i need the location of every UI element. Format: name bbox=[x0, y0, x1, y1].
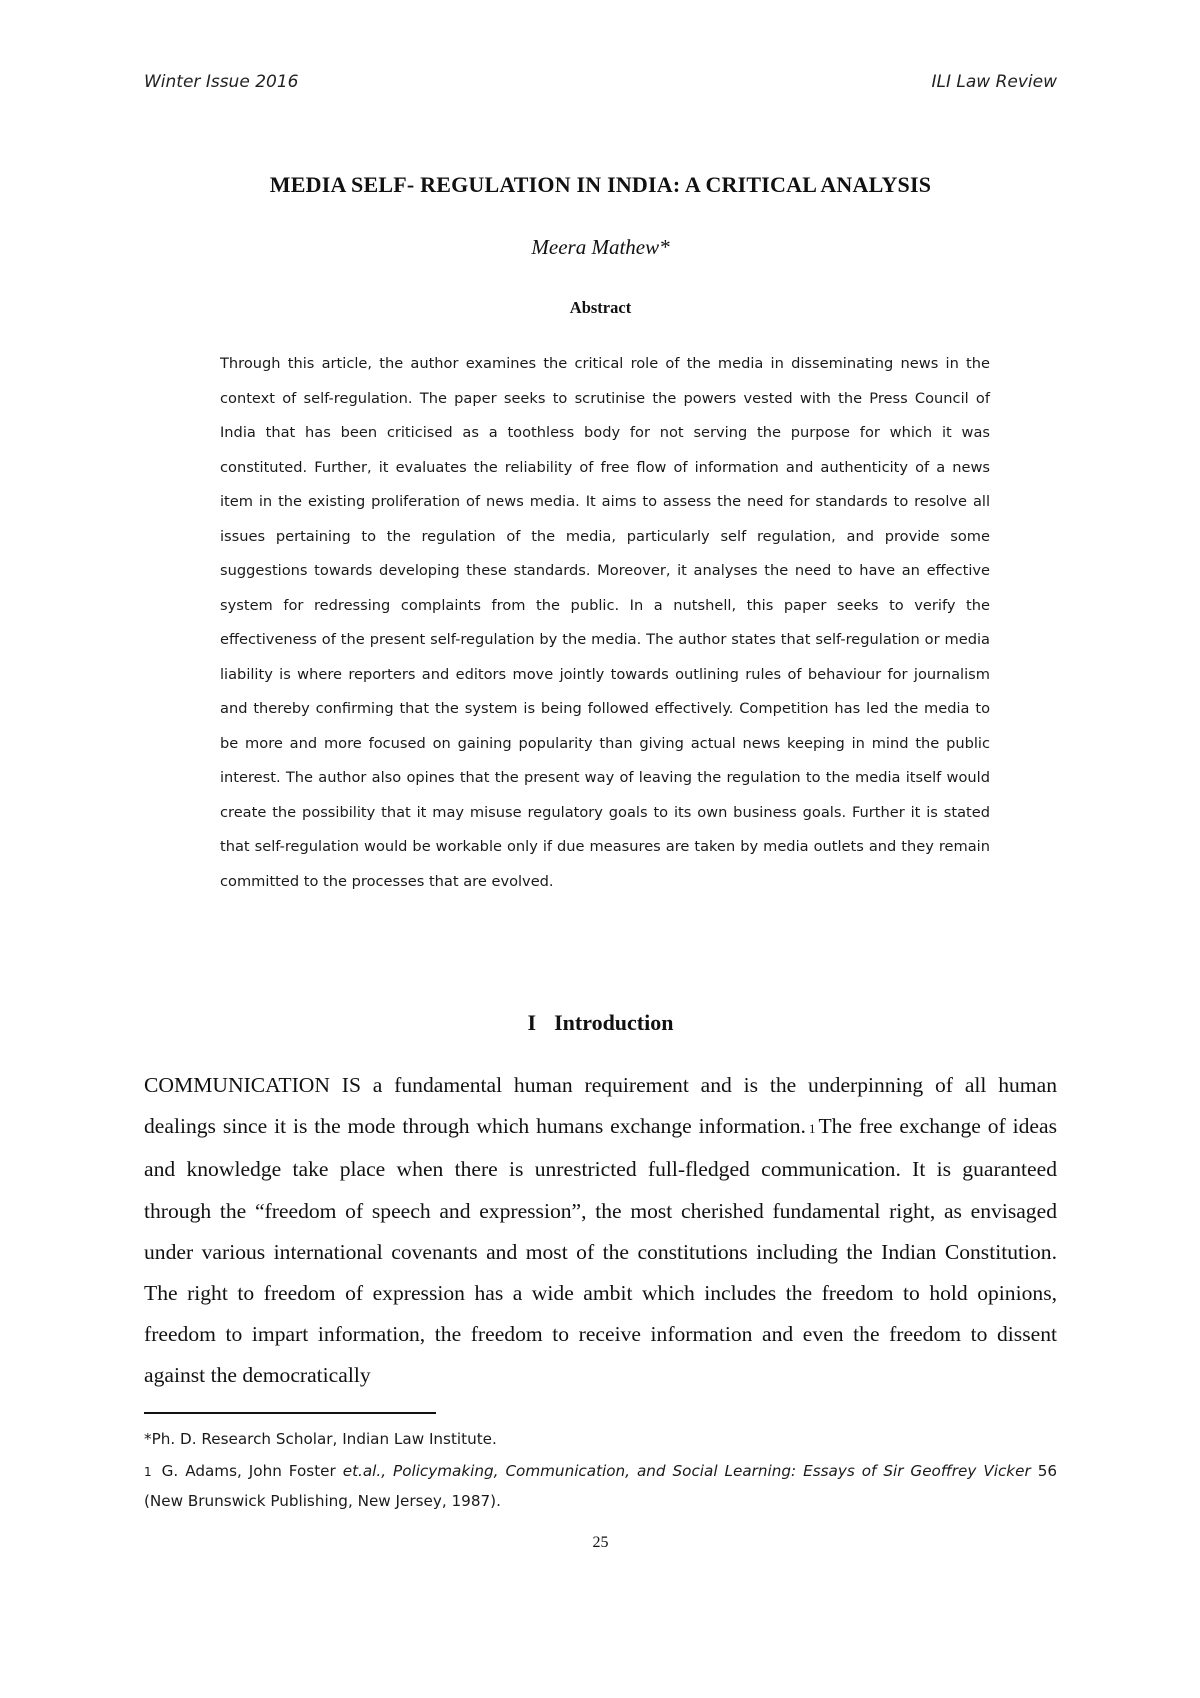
issue-label: Winter Issue 2016 bbox=[144, 72, 299, 92]
intro-text-rest: The free exchange of ideas and knowledge take place when there is unrestricted full-fledged communication. It is guaranteed through the “freedom of speech and expression”, the most cherished fundamental right, as envisaged under various international covenants and most of the constitutions including the Indian Constitution. The right to freedom of expression has a wide ambit which includes the freedom to hold opinions, freedom to impart information, the freedom to receive information and even the freedom to dissent against the democratically bbox=[144, 1114, 1057, 1388]
footnote-1 bbox=[144, 1457, 1057, 1516]
footnote-reference[interactable]: 1 bbox=[808, 1121, 816, 1137]
section-heading bbox=[144, 1010, 1057, 1036]
footnote-1-rest: 56 (New Brunswick Publishing, New Jersey, 1987). bbox=[144, 1462, 1058, 1510]
author-footnote: *Ph. D. Research Scholar, Indian Law Institute. bbox=[144, 1430, 497, 1448]
abstract-text: Through this article, the author examines the critical role of the media in disseminating news in the context of self-regulation. The paper seeks to scrutinise the powers vested with the Press Council of India that has been criticised as a toothless body for not serving the purpose for which it was constituted. Further, it evaluates the reliability of free flow of information and authenticity of a news item in the existing proliferation of news media. It aims to assess the need for standards to resolve all issues pertaining to the regulation of the media, particularly self regulation, and provide some suggestions towards developing these standards. Moreover, it analyses the need to have an effective system for redressing complaints from the public. In a nutshell, this paper seeks to verify the effectiveness of the present self-regulation by the media. The author states that self-regulation or media liability is where reporters and editors move jointly towards outlining rules of behaviour for journalism and thereby confirming that the system is being followed effectively. Competition has led the media to be more and more focused on gaining popularity than giving actual news keeping in mind the public interest. The author also opines that the present way of leaving the regulation to the media itself would create the possibility that it may misuse regulatory goals to its own business goals. Further it is stated that self-regulation would be workable only if due measures are taken by media outlets and they remain committed to the processes that are evolved. bbox=[220, 355, 990, 890]
footnote-divider bbox=[144, 1412, 436, 1414]
article-title: MEDIA SELF- REGULATION IN INDIA: A CRITICAL ANALYSIS bbox=[269, 172, 932, 197]
footnote-1-marker: 1 bbox=[144, 1465, 152, 1479]
introduction-paragraph bbox=[144, 1065, 1057, 1397]
intro-text-start: COMMUNICATION IS a fundamental human requirement and is the underpinning of all human dealings since it is the mode through which humans exchange information. bbox=[144, 1073, 1057, 1139]
section-title: Introduction bbox=[554, 1010, 674, 1035]
footnote-1-authors: G. Adams, John Foster bbox=[161, 1462, 336, 1480]
page-number: 25 bbox=[592, 1534, 609, 1551]
article-author: Meera Mathew* bbox=[531, 235, 670, 259]
running-header bbox=[144, 72, 1057, 96]
section-number: I bbox=[527, 1010, 537, 1035]
footnotes bbox=[144, 1425, 1057, 1519]
footnote-1-etal: et.al., bbox=[342, 1462, 387, 1480]
abstract-heading: Abstract bbox=[569, 298, 632, 317]
footnote-1-title: Policymaking, Communication, and Social Learning: Essays of Sir Geoffrey Vicker bbox=[393, 1462, 1031, 1480]
journal-name: ILI Law Review bbox=[931, 72, 1057, 92]
